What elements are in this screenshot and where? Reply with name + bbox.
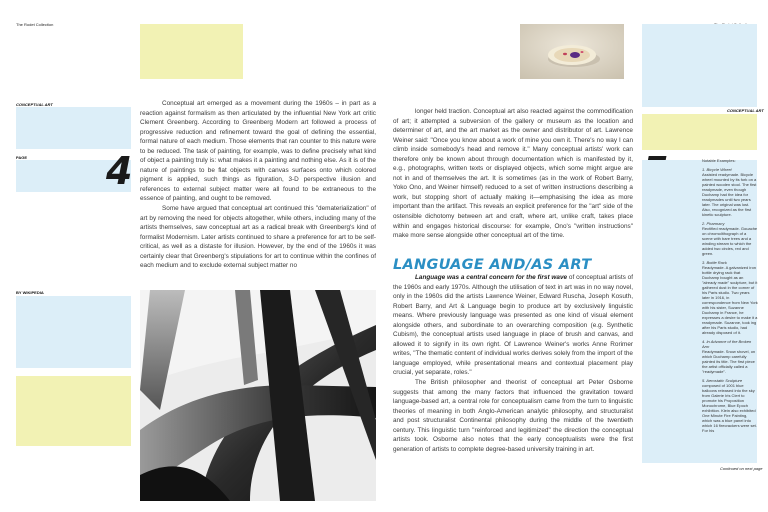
left-blue-block-3 (16, 296, 131, 368)
sidebar-item-4-text: Readymade. Snow shovel, on which Duchamp carefully painted its title. The first piece the artist officially called a "readymade". (702, 349, 756, 374)
sidebar-item-5 (702, 378, 758, 433)
artwork-photo (520, 24, 624, 79)
left-chapter-number: 4 (106, 149, 133, 193)
lead-rest-text: of conceptual artists of the 1960s and early 1970s. Although the utilisation of text in art was in no way novel, only in the 1960s did the artists Lawrence Weiner, Edward Ruscha, Joseph Kosuth, Robert Barry, and Art & Language begin to produce art by exclusively linguistic means. Where previously language was presented as one kind of visual element alongside others, and subordinate to an overarching composition (e.g. Synthetic Cubism), the conceptual artists used language in place of brush and canvas, and allowed it to signify in its own right. Of Lawrence Weiner's works Anne Rorimer writes, "The thematic content of individual works derives solely from the import of the language employed, while presentational means and contextual placement play crucial, yet separate, roles." (393, 274, 633, 377)
right-osborne-paragraph: The British philosopher and theorist of conceptual art Peter Osborne suggests that among the many factors that influenced the gravitation toward language-based art, a central role for conceptualism came from the turn to linguistic theories of meaning in both Anglo-American analytic philosophy, and structuralist and post structuralist Continental philosophy during the middle of the twentieth century. This linguistic turn "reinforced and legitimized" the direction the conceptual artists took. Osborne also notes that the early conceptualists were the first generation of artists to complete degree-based university training in art. (393, 379, 633, 453)
sidebar-title: Notable Examples: (702, 158, 736, 163)
sidebar-item-4-heading: 4. In Advance of the Broken Arm (702, 339, 752, 349)
sidebar-item-1 (702, 167, 758, 217)
left-paragraph-2: Some have argued that conceptual art continued this "dematerialization" of art by removing the need for objects altogether, while others, including many of the artists themselves, saw conceptual art as a radical break with Greenberg's kind of formalist Modernism. Later artists continued to share a preference for art to be self-critical, as well as a distaste for illusion. However, by the end of the 1960s it was certainly clear that Greenberg's stipulations for art to continue within the confines of each medium and to exclude external subject matter no (140, 205, 376, 270)
sidebar-item-2-heading: 2. Pharmacy (702, 221, 725, 226)
left-sub-label: PAGE (16, 155, 28, 160)
right-body-text-top (393, 107, 633, 247)
sidebar-item-4 (702, 339, 758, 374)
sidebar-item-3 (702, 260, 758, 335)
left-blue-block-1 (16, 107, 131, 149)
sidebar-item-3-heading: 3. Bottle Rack (702, 260, 727, 265)
right-lead-paragraph (393, 273, 633, 378)
sidebar-item-5-text: composed of 1001 blue balloons released into the sky from Galerie Iris Clert to promote his Proposition Monochrome, Blue Epoch exhibition. Klein also exhibited One Minute Fire Painting, which was a blue panel into which 16 firecrackers were set. For his (702, 383, 757, 433)
notable-examples-sidebar (702, 158, 758, 468)
lead-bold-text: Language was a central concern for the first wave (415, 274, 568, 281)
sidebar-item-1-text: Assisted readymade. Bicycle wheel mounted by its fork on a painted wooden stool. The first readymade, even though Duchamp had the idea for readymades until two years later. The original was lost. Also, recognized as the first kinetic sculpture. (702, 172, 757, 217)
left-credit-label: BY WIKIPEDIA (16, 290, 44, 295)
sidebar-item-2-text: Rectified readymade. Gouache on chromolithograph of a scene with bare trees and a winding stream to which the added two circles, red and green. (702, 226, 758, 256)
section-heading-language-and-as-art: LANGUAGE AND/AS ART (393, 257, 592, 273)
left-top-yellow-block (140, 24, 243, 79)
left-body-text (140, 99, 376, 281)
sidebar-item-5-heading: 5. Aerostatic Sculpture (702, 378, 743, 383)
left-section-label: CONCEPTUAL ART (16, 102, 53, 107)
sidebar-continued-note: Continued on next page (720, 466, 763, 471)
right-paragraph-continued: longer held traction. Conceptual art also reacted against the commodification of art; it attempted a subversion of the gallery or museum as the location and determiner of art, and the art market as the owner and distributor of art. Lawrence Weiner said: "Once you know about a work of mine you own it. There's no way I can climb inside somebody's head and remove it." Many conceptual artists' work can therefore only be known about through documentation which is manifested by it, e.g., photographs, written texts or displayed objects, which some might argue are not in and of themselves the art. It is sometimes (as in the work of Robert Barry, Yoko Ono, and Weiner himself) reduced to a set of written instructions describing a work, but stopping short of actually making it—emphasising the idea as more important than the artifact. This reveals an explicit preference for the "art" side of the ostensible dichotomy between art and craft, where art, unlike craft, takes place within and engages historical discourse: for example, Ono's "written instructions" make more sense alongside other conceptual art of the time. (393, 108, 633, 240)
left-yellow-block-bottom (16, 376, 131, 446)
right-yellow-block (642, 114, 757, 150)
sidebar-item-2 (702, 221, 758, 256)
left-running-header: The Rodet Collection (16, 22, 54, 27)
sidebar-item-1-heading: 1. Bicycle Wheel (702, 167, 732, 172)
architecture-photo (140, 290, 376, 501)
sidebar-item-3-text: Readymade. A galvanized iron bottle drying rack that Duchamp bought as an "already made" sculpture, but it gathered dust in the corner of his Paris studio. Two years later in 1916, in correspondence from New York with his sister, Suzanne Duchamp in France, he expresses a desire to make it a readymade. Suzanne, took ing after his Paris studio, had already disposed of it. (702, 265, 758, 335)
right-body-text-bottom (393, 273, 633, 501)
left-paragraph-1: Conceptual art emerged as a movement during the 1960s – in part as a reaction against formalism as then articulated by the influential New York art critic Clement Greenberg. According to Greenberg Modern art followed a process of progressive reduction and refinement toward the goal of defining the essential, formal nature of each medium. Those elements that ran counter to this nature were to be reduced. The task of painting, for example, was to define precisely what kind of object a painting truly is: what makes it a painting and nothing else. As it is of the nature of paintings to be flat objects with canvas surfaces onto which colored pigment is applied, such things as figuration, 3-D perspective illusion and references to external subject matter were all found to be extraneous to the essence of painting, and ought to be removed. (140, 100, 376, 203)
right-section-label: CONCEPTUAL ART (727, 108, 764, 113)
right-blue-block-top (642, 24, 757, 107)
